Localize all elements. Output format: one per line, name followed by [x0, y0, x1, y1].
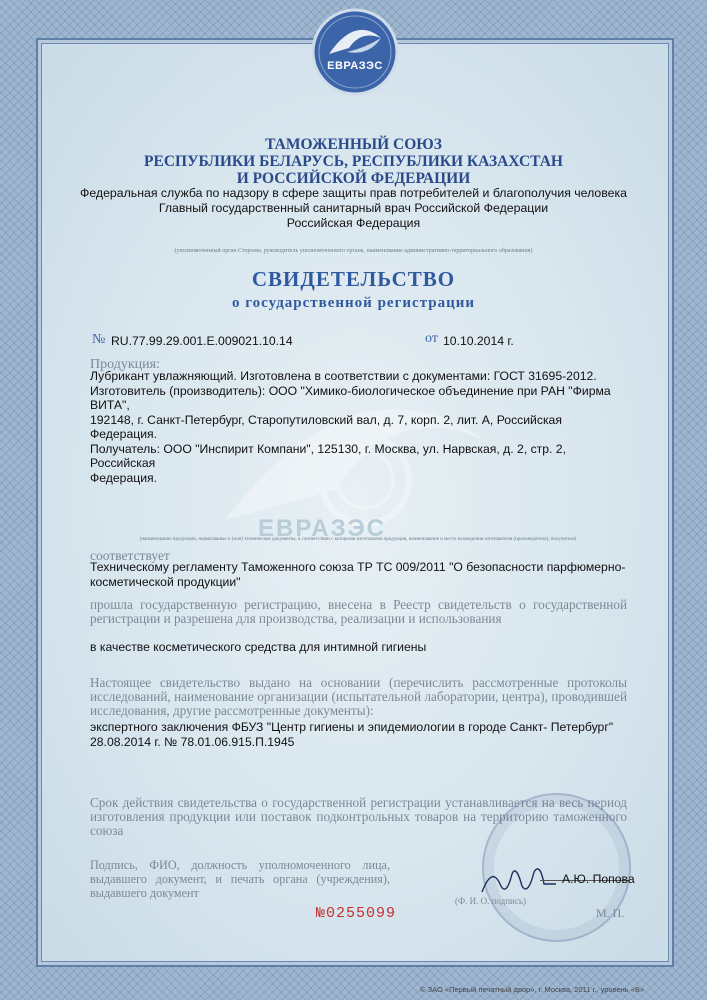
union-line-3: И РОССИЙСКОЙ ФЕДЕРАЦИИ	[236, 170, 471, 187]
authority-caption: (уполномоченный орган Стороны, руководитель уполномоченного органа, наименование административно-территориального образования)	[174, 248, 533, 254]
product-line-3: 192148, г. Санкт-Петербург, Старопутиловский вал, д. 7, корп. 2, лит. А, Российская Федерация.	[90, 412, 562, 441]
authority-line-2: Главный государственный санитарный врач Российской Федерации	[158, 201, 549, 215]
product-line-1: Лубрикант увлажняющий. Изготовлена в соответствии с документами: ГОСТ 31695-2012.	[90, 369, 597, 383]
product-details	[90, 369, 630, 485]
date-label: от	[425, 331, 438, 346]
conformity-block	[90, 560, 630, 589]
registration-date: 10.10.2014 г.	[443, 334, 514, 348]
signature-statement: Подпись, ФИО, должность уполномоченного лица, выдавшего документ, и печать органа (учреждения), выдавшего документ	[90, 858, 390, 900]
basis-statement: Настоящее свидетельство выдано на основании (перечислить рассмотренные протоколы исследований, наименование организации (испытательной лаборатории, центра), проводившей исследования, другие рассмотренные документы):	[90, 675, 627, 718]
conformity-line-2: косметической продукции"	[90, 574, 241, 589]
signature-caption: (Ф. И. О. подпись)	[455, 896, 526, 906]
basis-documents	[90, 720, 630, 749]
product-line-2: Изготовитель (производитель): ООО "Химико-биологическое объединение при РАН "Фирма ВИТА",	[90, 383, 611, 412]
basis-line-2: 28.08.2014 г. № 78.01.06.915.П.1945	[90, 734, 295, 749]
authority-line-3: Российская Федерация	[286, 216, 421, 230]
eurasec-emblem-icon	[309, 8, 401, 96]
conformity-line-1: Техническому регламенту Таможенного союза ТР ТС 009/2011 "О безопасности парфюмерно-	[90, 560, 626, 574]
usage-purpose: в качестве косметического средства для интимной гигиены	[90, 640, 427, 654]
union-line-1: ТАМОЖЕННЫЙ СОЮЗ	[265, 136, 442, 153]
registration-number: RU.77.99.29.001.Е.009021.10.14	[111, 334, 293, 348]
serial-number: №0255099	[316, 905, 397, 922]
printer-footer: © ЗАО «Первый печатный двор», г. Москва, 2011 г., уровень «В»	[420, 985, 645, 994]
union-header	[60, 136, 647, 187]
conformity-label: соответствует	[90, 548, 170, 563]
document-subtitle: о государственной регистрации	[231, 295, 476, 311]
signatory-name: А.Ю. Попова	[562, 872, 635, 886]
product-line-4: Получатель: ООО "Инспирит Компани", 125130, г. Москва, ул. Нарвская, д. 2, стр. 2, Российская	[90, 441, 566, 470]
product-caption: (наименование продукции, нормативные и (или) технические документы, в соответствии с которыми изготовлена продукция, наименование и место нахождения изготовителя (производителя), получателя)	[139, 537, 577, 542]
number-label: №	[92, 332, 106, 347]
validity-statement: Срок действия свидетельства о государственной регистрации устанавливается на весь период изготовления продукции или поставок подконтрольных товаров на территорию таможенного союза	[90, 795, 627, 838]
registration-statement: прошла государственную регистрацию, внесена в Реестр свидетельств о государственной регистрации и разрешена для производства, реализации и использования	[90, 597, 627, 626]
document-title: СВИДЕТЕЛЬСТВО	[251, 267, 456, 291]
authority-line-1: Федеральная служба по надзору в сфере защиты прав потребителей и благополучия человека	[80, 186, 627, 200]
product-label: Продукция:	[90, 357, 160, 372]
authority-block	[50, 186, 657, 231]
watermark-text: ЕВРАЗЭС	[258, 515, 387, 542]
emblem-label: ЕВРАЗЭС	[327, 60, 383, 72]
seal-label: М. П.	[596, 906, 625, 920]
product-line-5: Федерация.	[90, 470, 157, 485]
union-line-2: РЕСПУБЛИКИ БЕЛАРУСЬ, РЕСПУБЛИКИ КАЗАХСТАН	[144, 153, 563, 170]
basis-line-1: экспертного заключения ФБУЗ "Центр гигиены и эпидемиологии в городе Санкт- Петербург"	[90, 720, 614, 734]
